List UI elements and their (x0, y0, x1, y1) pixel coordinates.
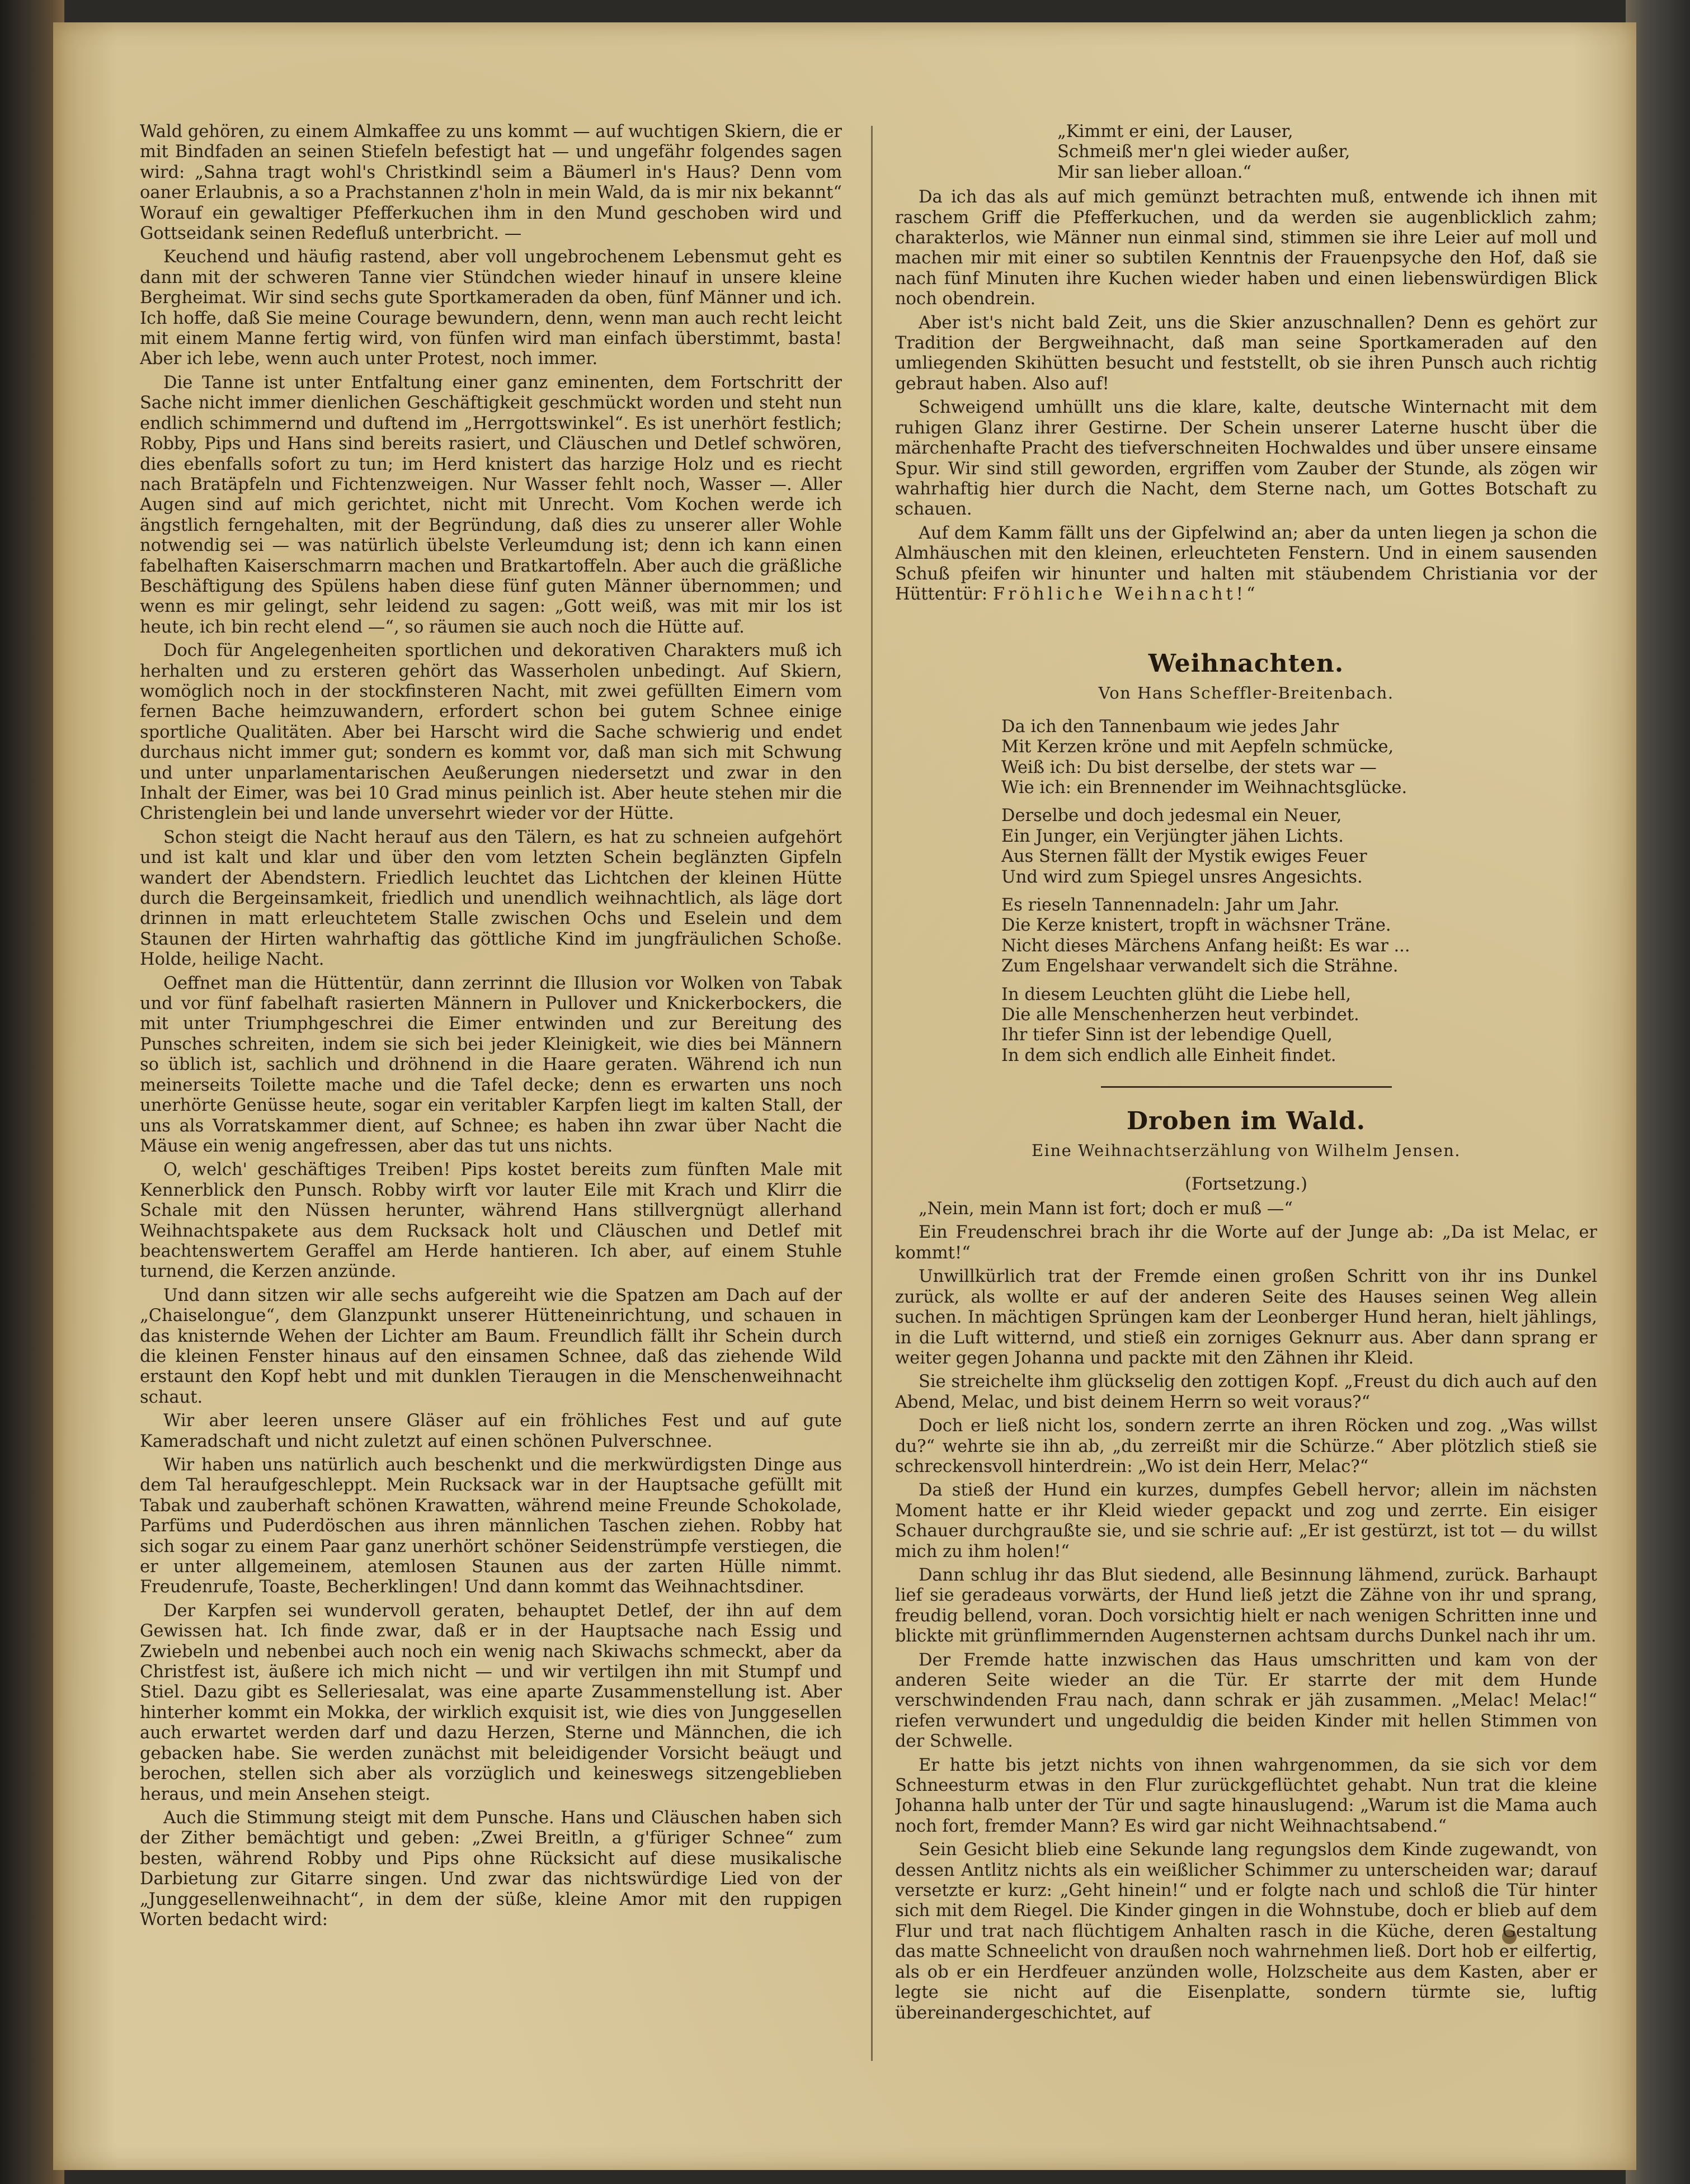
paragraph: Wir haben uns natürlich auch beschenkt und die merkwürdigsten Dinge aus dem Tal heraufgeschleppt. Mein Rucksack war in der Hauptsache gefüllt mit Tabak und zauberhaft schönen Krawatten, während meine Freunde Schokolade, Parfüms und Puderdöschen aus ihren männlichen Taschen ziehen. Robby hat sich sogar zu einem Paar ganz unerhört schöner Seidenstrümpfe verstiegen, die er unter allgemeinem, atemlosen Staunen aus der zarten Hülle nimmt. Freudenrufe, Toaste, Becherklingen! Und dann kommt das Weihnachtsdiner. (140, 1455, 842, 1597)
paragraph: Der Fremde hatte inzwischen das Haus umschritten und kam von der anderen Seite wieder an die Tür. Er starrte der mit dem Hunde verschwindenden Frau nach, dann schrak er jäh zusammen. „Melac! Melac!“ riefen verwundert und ungeduldig die beiden Kinder mit hellen Stimmen von der Schwelle. (895, 1650, 1597, 1752)
paragraph: Dann schlug ihr das Blut siedend, alle Besinnung lähmend, zurück. Barhaupt lief sie geradeaus vorwärts, der Hund ließ jetzt die Zähne von ihr und sprang, freudig bellend, voran. Doch vorsichtig hielt er nach wenigen Schritten inne und blickte mit grünflimmernden Augensternen achtsam durchs Dunkel nach ihr um. (895, 1565, 1597, 1647)
poem-line: Zum Engelshaar verwandelt sich die Strähne. (1001, 956, 1399, 977)
paragraph: Wald gehören, zu einem Almkaffee zu uns kommt — auf wuchtigen Skiern, die er mit Bindfaden an seinen Stiefeln befestigt hat — und ungefähr folgendes sagen wird: „Sahna tragt wohl's Christkindl seim a Bäumerl in's Haus? Denn vom oaner Erlaubnis, a so a Prachstannen z'holn in mein Wald, da is mir nix bekannt“ Worauf ein gewaltiger Pfefferkuchen ihm in den Mund geschoben wird und Gottseidank seinen Redefluß unterbricht. — (140, 122, 842, 244)
poem-line: Da ich den Tannenbaum wie jedes Jahr (1001, 716, 1339, 737)
poem-line: Ein Junger, ein Verjüngter jähen Lichts. (1001, 826, 1344, 846)
paragraph: Auch die Stimmung steigt mit dem Punsche. Hans und Cläuschen haben sich der Zither bemächtigt und geben: „Zwei Breitln, a g'füriger Schnee“ zum besten, während Robby und Pips ohne Rücksicht auf diese musikalische Darbietung zur Gitarre singen. Und zwar das nichtswürdige Lied von der „Junggesellenweihnacht“, in dem der süße, kleine Amor mit den ruppigen Worten bedacht wird: (140, 1808, 842, 1930)
poem-stanza (895, 895, 1597, 977)
paragraph: Schon steigt die Nacht herauf aus den Tälern, es hat zu schneien aufgehört und ist kalt und klar und über den vom letzten Schein beglänzten Gipfeln wandert der Abendstern. Friedlich leuchtet das Lichtchen der kleinen Hütte durch die Bergeinsamkeit, friedlich und unendlich weihnachtlich, als läge dort drinnen in matt erleuchtetem Stalle zwischen Ochs und Eselein und dem Staunen der Hirten wahrhaftig das göttliche Kind im jungfräulichen Schoße. Holde, heilige Nacht. (140, 827, 842, 970)
poem-line: Ihr tiefer Sinn ist der lebendige Quell, (1001, 1025, 1333, 1045)
paragraph: Und dann sitzen wir alle sechs aufgereiht wie die Spatzen am Dach auf der „Chaiselongue“, dem Glanzpunkt unserer Hütteneinrichtung, und schauen in das knisternde Wehen der Lichter am Baum. Freundlich fällt ihr Schein durch die kleinen Fenster hinaus auf den einsamen Schnee, daß das ziehende Wild erstaunt den Kopf hebt und mit dunklen Tieraugen in die Menschenweihnacht schaut. (140, 1285, 842, 1407)
poem-line: Es rieseln Tannennadeln: Jahr um Jahr. (1001, 895, 1340, 915)
poem-title: Weihnachten. (1148, 649, 1344, 678)
column-rule (871, 126, 873, 2061)
paragraph: Schweigend umhüllt uns die klare, kalte, deutsche Winternacht mit dem ruhigen Glanz ihrer Gestirne. Der Schein unserer Laterne huscht über die märchenhafte Pracht des tiefverschneiten Hochwaldes und über unsere einsame Spur. Wir sind still geworden, ergriffen vom Zauber der Stunde, als zögen wir wahrhaftig hier durch die Nacht, dem Sterne nach, um Gottes Botschaft zu schauen. (895, 398, 1597, 520)
right-column (895, 122, 1597, 2057)
section-divider (1101, 1086, 1392, 1088)
paragraph: Die Tanne ist unter Entfaltung einer ganz eminenten, dem Fortschritt der Sache nicht immer dienlichen Geschäftigkeit geschmückt worden und steht nun endlich schimmernd und duftend im „Herrgottswinkel“. Es ist unerhört festlich; Robby, Pips und Hans sind bereits rasiert, und Cläuschen und Detlef schwören, dies ebenfalls sofort zu tun; im Herd knistert das harzige Holz und es riecht nach Bratäpfeln und Fichtenzweigen. Nur Wasser fehlt noch, Wasser —. Aller Augen sind auf mich gerichtet, nicht mit Unrecht. Vom Kochen werde ich ängstlich ferngehalten, mit der Begründung, daß dies zu unserer aller Wohle notwendig sei — was natürlich übelste Verleumdung ist; denn ich kann einen fabelhaften Kaiserschmarrn machen und Bratkartoffeln. Aber auch die gräßliche Beschäftigung des Spülens haben diese fünf guten Männer übernommen; und wenn es mir gelingt, sehr leidend zu sagen: „Gott weiß, was mit mir los ist heute, ich bin recht elend —“, so räumen sie auch noch die Hütte auf. (140, 372, 842, 637)
poem-stanza (895, 717, 1597, 799)
song-line: „Kimmt er eini, der Lauser, (1057, 122, 1293, 141)
poem-byline: Von Hans Scheffler-Breitenbach. (1098, 683, 1394, 703)
paragraph: Aber ist's nicht bald Zeit, uns die Skier anzuschnallen? Denn es gehört zur Tradition der Bergweihnacht, daß man seine Sportkameraden auf den umliegenden Skihütten besucht und feststellt, ob sie ihren Punsch auch richtig gebraut haben. Also auf! (895, 313, 1597, 394)
poem-stanza (895, 806, 1597, 888)
poem-stanza (895, 985, 1597, 1067)
poem-line: Nicht dieses Märchens Anfang heißt: Es war ... (1001, 936, 1410, 956)
song-quote (895, 122, 1597, 183)
story-title: Droben im Wald. (1126, 1107, 1366, 1136)
poem-line: Derselbe und doch jedesmal ein Neuer, (1001, 806, 1342, 826)
poem-line: Und wird zum Spiegel unsres Angesichts. (1001, 867, 1363, 887)
poem-line: Mit Kerzen kröne und mit Aepfeln schmücke, (1001, 737, 1394, 757)
paragraph: Da ich das als auf mich gemünzt betrachten muß, entwende ich ihnen mit raschem Griff die Pfefferkuchen, und da werden sie augenblicklich zahm; charakterlos, wie Männer nun einmal sind, stimmen sie ihre Leier auf moll und machen mir mit einer so subtilen Kenntnis der Frauenpsyche den Hof, daß sie nach fünf Minuten ihre Kuchen wieder haben und einen liebenswürdigen Blick noch obendrein. (895, 187, 1597, 309)
paragraph: Ein Freudenschrei brach ihr die Worte auf der Junge ab: „Da ist Melac, er kommt!“ (895, 1223, 1597, 1263)
story-byline: Eine Weihnachtserzählung von Wilhelm Jensen. (1032, 1141, 1461, 1161)
paragraph: Keuchend und häufig rastend, aber voll ungebrochenem Lebensmut geht es dann mit der schweren Tanne vier Stündchen wieder hinauf in unsere kleine Bergheimat. Wir sind sechs gute Sportkameraden da oben, fünf Männer und ich. Ich hoffe, daß Sie meine Courage bewundern, denn, wenn man auch recht leicht mit einem Manne fertig wird, von fünfen wird man einfach überstimmt, basta! Aber ich lebe, wenn auch unter Protest, noch immer. (140, 247, 842, 369)
poem-line: Wie ich: ein Brennender im Weihnachtsglücke. (1001, 777, 1407, 798)
paragraph: O, welch' geschäftiges Treiben! Pips kostet bereits zum fünften Male mit Kennerblick den Punsch. Robby wirft vor lauter Eile mit Krach und Klirr die Schale mit den Nüssen herunter, während Hans stillvergnügt allerhand Weihnachtspakete aus dem Rucksack holt und Cläuschen und Detlef mit beachtenswertem Geraffel am Herde hantieren. Ich aber, auf einem Stuhle turnend, die Kerzen anzünde. (140, 1160, 842, 1282)
paragraph: Sein Gesicht blieb eine Sekunde lang regungslos dem Kinde zugewandt, von dessen Antlitz nichts als ein weißlicher Schimmer zu unterscheiden war; darauf versetzte er kurz: „Geht hinein!“ und er folgte nach und schloß die Tür hinter sich mit dem Riegel. Die Kinder gingen in die Wohnstube, doch er blieb auf dem Flur und trat nach flüchtigem Anhalten rasch in die Küche, deren Gestaltung das matte Schneelicht von draußen noch wahrnehmen ließ. Dort hob er eilfertig, als ob er ein Herdfeuer anzünden wolle, Holzscheite aus dem Kasten, aber er legte sie nicht auf die Eisenplatte, sondern türmte sie, luftig übereinandergeschichtet, auf (895, 1840, 1597, 2023)
song-line: Mir san lieber alloan.“ (1057, 162, 1252, 182)
poem-line: Weiß ich: Du bist derselbe, der stets war — (1001, 757, 1377, 777)
poem-line: Die Kerze knistert, tropft in wächsner Träne. (1001, 916, 1391, 936)
left-column (140, 122, 842, 2057)
paragraph: Der Karpfen sei wundervoll geraten, behauptet Detlef, der ihn auf dem Gewissen hat. Ich finde zwar, daß er in der Hauptsache nach Essig und Zwiebeln und nebenbei auch noch ein wenig nach Skiwachs schmeckt, aber da Christfest ist, äußere ich mich nicht — und wir vertilgen ihn mit Stumpf und Stiel. Dazu gibt es Selleriesalat, was eine aparte Zusammenstellung ist. Aber hinterher kommt ein Mokka, der wirklich exquisit ist, wie dies von Junggesellen auch erwartet werden darf und dazu Herzen, Sterne und Männchen, die ich gebacken habe. Sie werden zunächst mit beleidigender Vorsicht beäugt und berochen, stellen sich aber als vorzüglich und keineswegs sitzengeblieben heraus, und mein Ansehen steigt. (140, 1601, 842, 1804)
poem-line: In diesem Leuchten glüht die Liebe hell, (1001, 984, 1352, 1004)
paragraph: Doch für Angelegenheiten sportlichen und dekorativen Charakters muß ich herhalten und zu ersteren gehört das Wasserholen unbedingt. Auf Skiern, womöglich noch in der stockfinsteren Nacht, mit zwei gefüllten Eimern vom fernen Bache heimzuwandern, erfordert schon bei gutem Schnee einige sportliche Qualitäten. Aber bei Harscht wird die Sache schwierig und endet durchaus nicht immer gut; sondern es kommt vor, daß man sich mit Schwung und unter unparlamentarischen Aeußerungen niedersetzt und zwar in den Inhalt der Eimer, was bei 10 Grad minus peinlich ist. Aber heute stehen mir die Christenglein bei und lande unversehrt wieder vor der Hütte. (140, 641, 842, 824)
song-line: Schmeiß mer'n glei wieder außer, (1057, 142, 1350, 162)
poem-line: Aus Sternen fällt der Mystik ewiges Feuer (1001, 847, 1367, 867)
poem-line: In dem sich endlich alle Einheit findet. (1001, 1045, 1336, 1065)
paragraph: Wir aber leeren unsere Gläser auf ein fröhliches Fest und auf gute Kameradschaft und nicht zuletzt auf einen schönen Pulverschnee. (140, 1411, 842, 1451)
closing-greeting: Fröhliche Weihnacht!“ (992, 584, 1259, 604)
paragraph: Sie streichelte ihm glückselig den zottigen Kopf. „Freust du dich auch auf den Abend, Melac, und bist deinem Herrn so weit voraus?“ (895, 1372, 1597, 1412)
paragraph: Da stieß der Hund ein kurzes, dumpfes Gebell hervor; allein im nächsten Moment hatte er ihr Kleid wieder gepackt und zog und zerrte. Ein eisiger Schauer durchgraußte sie, und sie schrie auf: „Er ist gestürzt, ist tot — du willst mich zu ihm holen!“ (895, 1480, 1597, 1562)
paragraph-text: Auf dem Kamm fällt uns der Gipfelwind an; aber da unten liegen ja schon die Almhäuschen mit den kleinen, erleuchteten Fenstern. Und in einem sausenden Schuß pfeifen wir hinunter und halten mit stäubendem Christiania vor der Hüttentür: (895, 523, 1597, 604)
paragraph: Doch er ließ nicht los, sondern zerrte an ihren Röcken und zog. „Was willst du?“ wehrte sie ihn ab, „du zerreißt mir die Schürze.“ Aber plötzlich stieß sie schreckensvoll hinterdrein: „Wo ist dein Herr, Melac?“ (895, 1416, 1597, 1477)
paragraph (895, 523, 1597, 605)
paragraph: Oeffnet man die Hüttentür, dann zerrinnt die Illusion vor Wolken von Tabak und vor fünf fabelhaft rasierten Männern in Pullover und Knickerbockers, die mit unter Triumphgeschrei die Eimer entwinden und zur Bereitung des Punsches schreiten, indem sie sich bei jeder Kleinigkeit, wie dies bei Männern so üblich ist, sachlich und dröhnend in die Haare geraten. Während ich nun meinerseits Toilette mache und die Tafel decke; denn es erwarten uns noch unerhörte Genüsse heute, sogar ein veritabler Karpfen liegt im kalten Stall, der uns als Vorratskammer dient, auf Schnee; es haben ihn zwar über Nacht die Mäuse ein wenig angefressen, aber das tut uns nichts. (140, 973, 842, 1156)
newspaper-page (53, 22, 1636, 2170)
poem-line: Die alle Menschenherzen heut verbindet. (1001, 1005, 1359, 1025)
paragraph: Er hatte bis jetzt nichts von ihnen wahrgenommen, da sie sich vor dem Schneesturm etwas in den Flur zurückgeflüchtet gehabt. Nun trat die kleine Johanna halb unter der Tür und sagte hinauslugend: „Warum ist die Mama auch noch fort, fremder Mann? Es wird gar nicht Weihnachtsabend.“ (895, 1755, 1597, 1836)
paragraph: „Nein, mein Mann ist fort; doch er muß —“ (919, 1199, 1293, 1219)
story-continued-note: (Fortsetzung.) (1184, 1174, 1308, 1194)
paragraph: Unwillkürlich trat der Fremde einen großen Schritt von ihr ins Dunkel zurück, als wollte er auf der anderen Seite des Hauses seinen Weg allein suchen. In mächtigen Sprüngen kam der Leonberger Hund heran, hielt jählings, in die Luft witternd, und stieß ein zorniges Geknurr aus. Aber dann sprang er weiter gegen Johanna und packte mit den Zähnen ihr Kleid. (895, 1267, 1597, 1368)
